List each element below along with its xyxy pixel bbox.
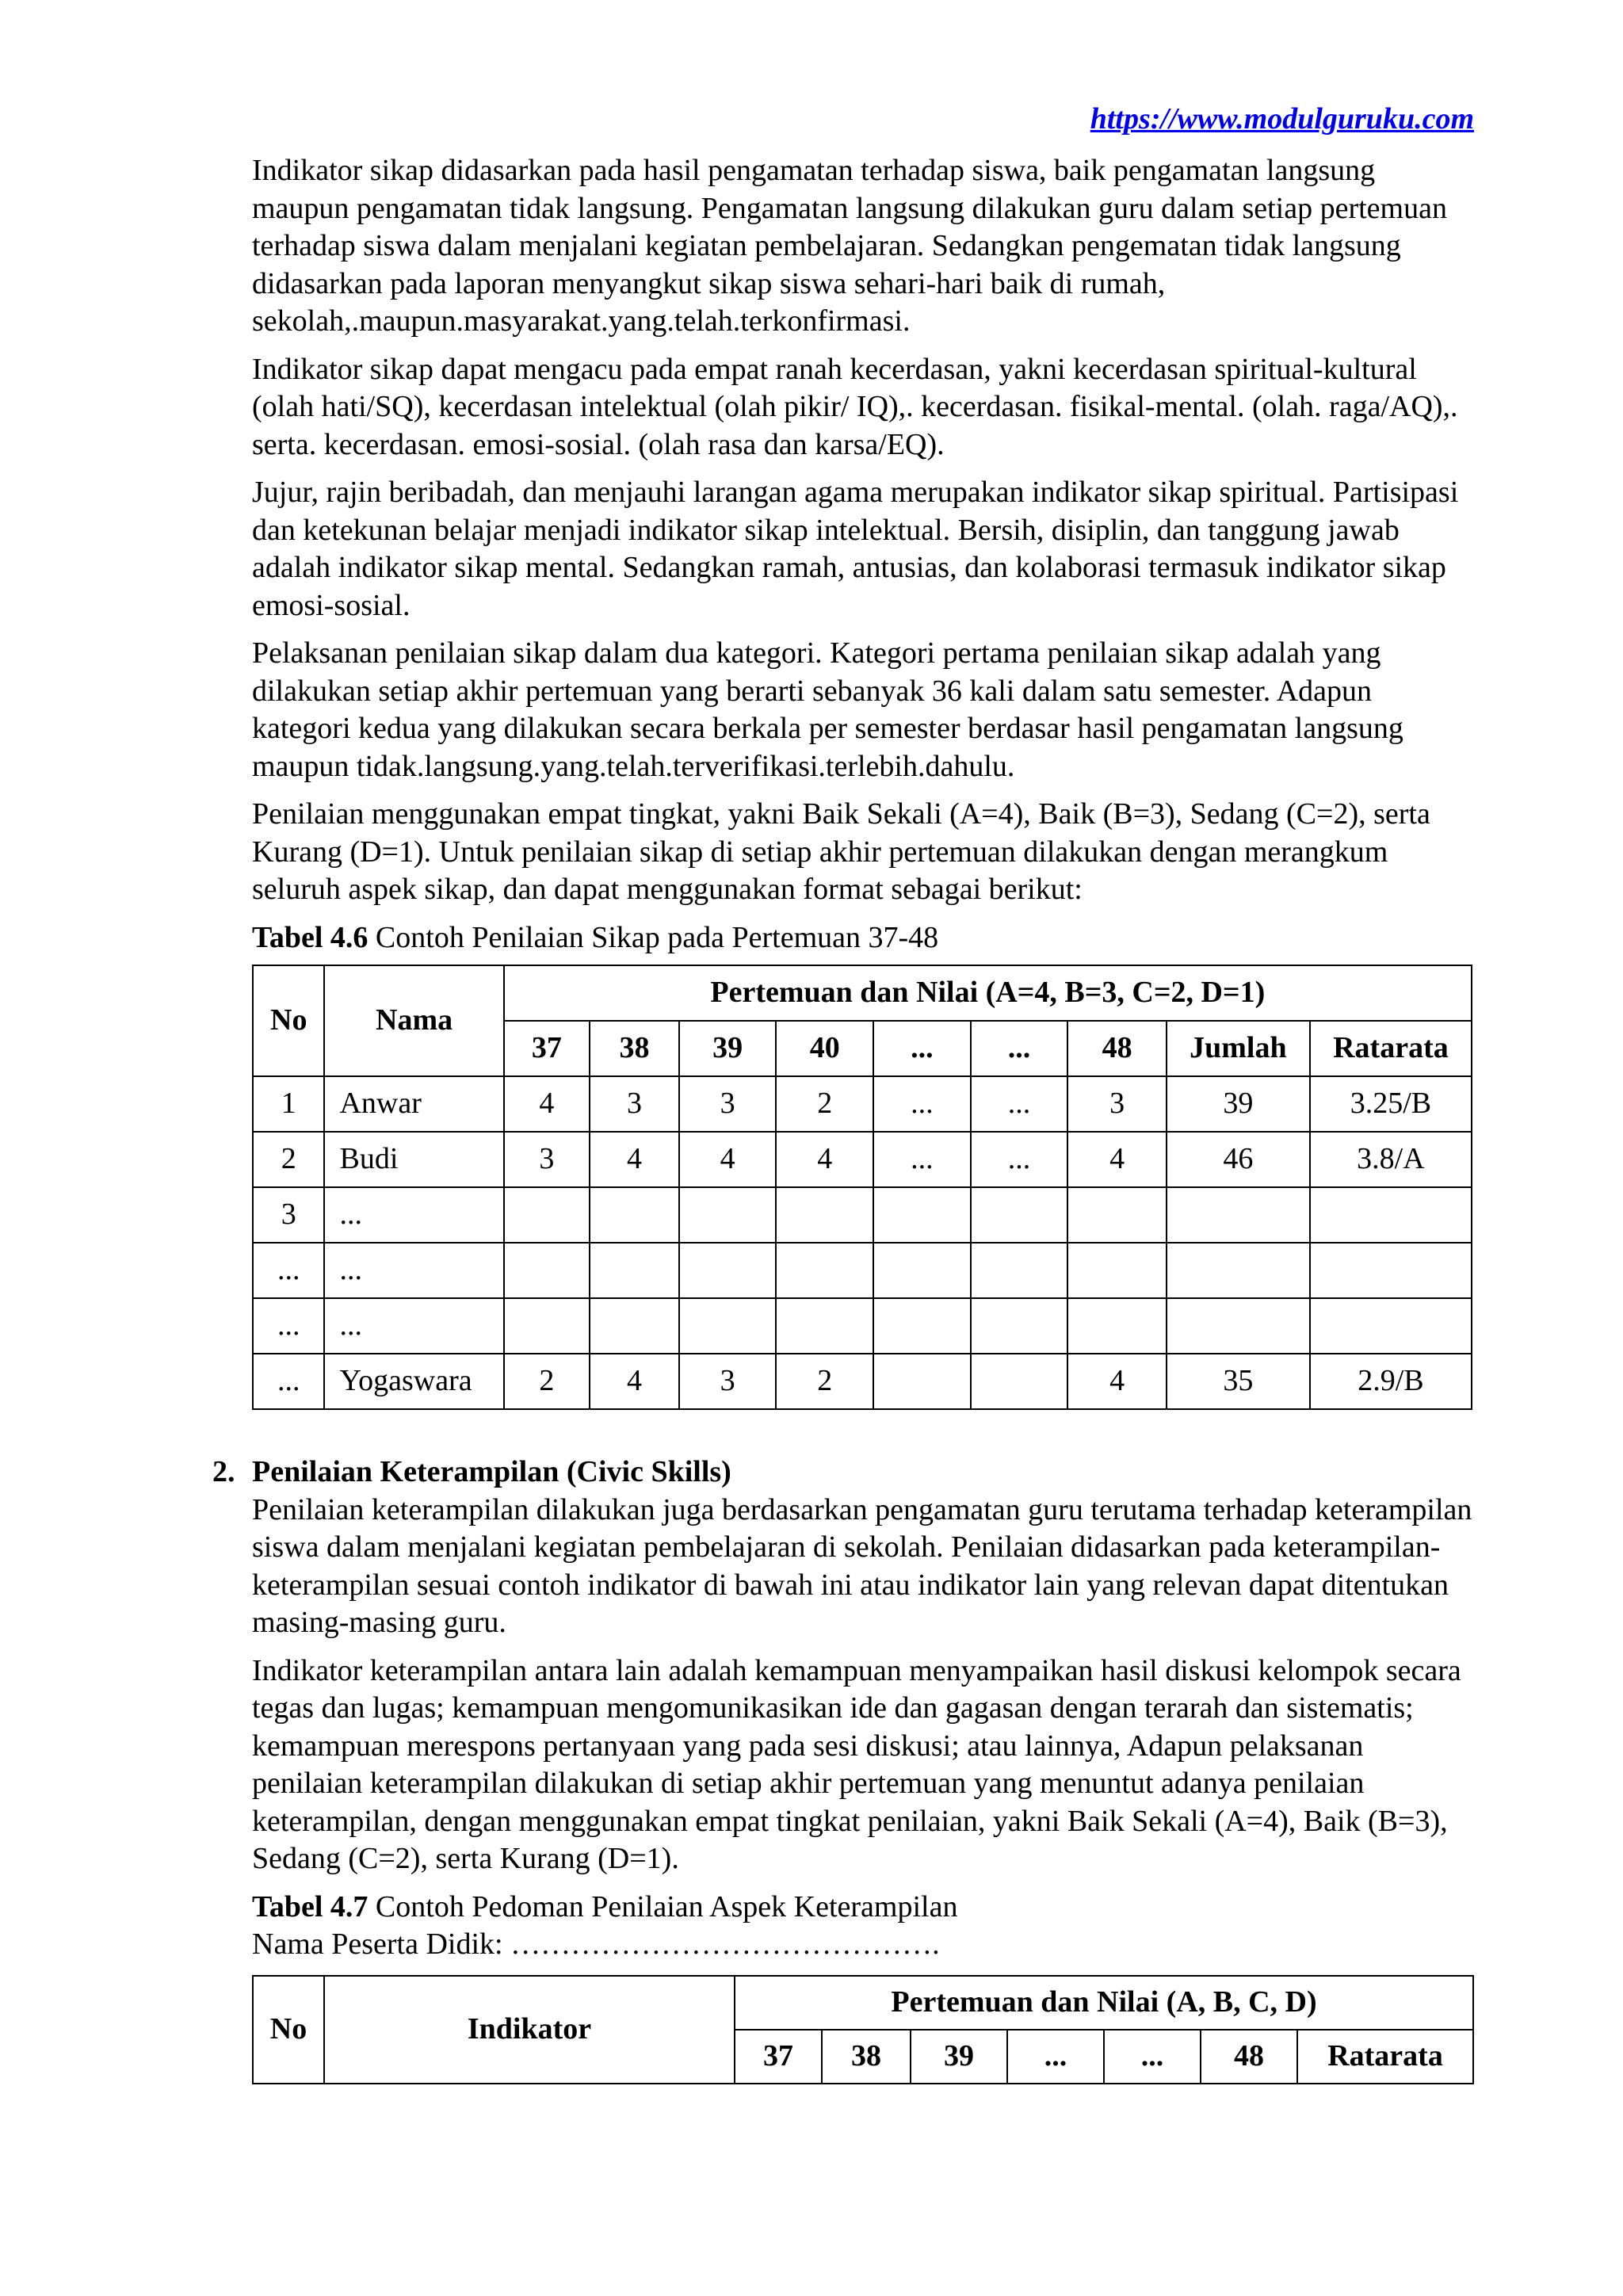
row-number-cell: ... bbox=[253, 1354, 324, 1409]
table1-subheader: Jumlah bbox=[1167, 1021, 1310, 1076]
paragraph: Indikator keterampilan antara lain adalah kemampuan menyampaikan hasil diskusi kelompok secara tegas dan lugas; kemampuan mengomunikasikan ide dan gagasan dengan terarah dan sistematis; kemampuan merespons pertanyaan yang pada sesi diskusi; atau lainnya, Adapun pelaksanan penilaian keterampilan dilakukan di setiap akhir pertemuan yang menuntut adanya penilaian keterampilan, dengan menggunakan empat tingkat penilaian, yakni Baik Sekali (A=4), Baik (B=3), Sedang (C=2), serta Kurang (D=1). bbox=[252, 1653, 1461, 1875]
score-cell bbox=[971, 1187, 1068, 1243]
score-cell bbox=[504, 1243, 590, 1298]
student-name-cell: Yogaswara bbox=[324, 1354, 503, 1409]
row-number-cell: 1 bbox=[253, 1076, 324, 1132]
score-cell: 3.8/A bbox=[1310, 1132, 1472, 1187]
score-cell bbox=[873, 1187, 971, 1243]
paragraph: Penilaian menggunakan empat tingkat, yakni Baik Sekali (A=4), Baik (B=3), Sedang (C=2), serta Kurang (D=1). Untuk penilaian sikap di setiap akhir pertemuan dilakukan dengan merangkum seluruh aspek sikap, dan dapat menggunakan format sebagai berikut: bbox=[252, 797, 1430, 906]
score-cell: 3 bbox=[679, 1076, 777, 1132]
paragraph: Indikator sikap dapat mengacu pada empat ranah kecerdasan, yakni kecerdasan spiritual-kultural (olah hati/SQ), kecerdasan intelektual (olah pikir/ IQ),. kecerdasan. fisikal-mental. (olah. raga/AQ),. serta. kecerdasan. emosi-sosial. (olah rasa dan karsa/EQ). bbox=[252, 352, 1458, 461]
score-cell bbox=[873, 1354, 971, 1409]
table-row bbox=[253, 1298, 1472, 1354]
score-cell: ... bbox=[873, 1076, 971, 1132]
table-row bbox=[253, 1243, 1472, 1298]
paragraph: Jujur, rajin beribadah, dan menjauhi larangan agama merupakan indikator sikap spiritual. Partisipasi dan ketekunan belajar menjadi indikator sikap intelektual. Bersih, disiplin, dan tanggung jawab adalah indikator sikap mental. Sedangkan ramah, antusias, dan kolaborasi termasuk indikator sikap emosi-sosial. bbox=[252, 476, 1459, 622]
header-url-link[interactable]: https://www.modulguruku.com bbox=[1090, 102, 1474, 136]
section-civic-skills bbox=[212, 1454, 1472, 2084]
student-name-line: Nama Peserta Didik: ……………………………………. bbox=[252, 1927, 940, 1961]
student-name-cell: ... bbox=[324, 1187, 503, 1243]
score-cell bbox=[776, 1187, 873, 1243]
score-cell bbox=[873, 1298, 971, 1354]
score-cell bbox=[1067, 1298, 1167, 1354]
table2-subheader: 39 bbox=[911, 2030, 1007, 2084]
score-cell bbox=[504, 1298, 590, 1354]
table-row bbox=[253, 1076, 1472, 1132]
section-title: Penilaian Keterampilan (Civic Skills) bbox=[252, 1455, 731, 1488]
score-cell: ... bbox=[873, 1132, 971, 1187]
table2-subheader: 48 bbox=[1201, 2030, 1297, 2084]
score-cell bbox=[1067, 1187, 1167, 1243]
table2-caption bbox=[252, 1889, 1472, 1927]
table2-group-header: Pertemuan dan Nilai (A, B, C, D) bbox=[735, 1976, 1473, 2030]
score-cell: 3 bbox=[590, 1076, 679, 1132]
score-cell: 4 bbox=[1067, 1354, 1167, 1409]
score-cell bbox=[1310, 1187, 1472, 1243]
table2-subheader: Ratarata bbox=[1297, 2030, 1473, 2084]
table2-caption-label: Tabel 4.7 bbox=[252, 1889, 369, 1924]
score-cell: 3 bbox=[679, 1354, 777, 1409]
score-cell bbox=[971, 1354, 1068, 1409]
student-name-cell: ... bbox=[324, 1243, 503, 1298]
table1-subheader: 48 bbox=[1067, 1021, 1167, 1076]
score-cell: 4 bbox=[504, 1076, 590, 1132]
score-cell bbox=[679, 1298, 777, 1354]
student-name-cell: Budi bbox=[324, 1132, 503, 1187]
row-number-cell: ... bbox=[253, 1298, 324, 1354]
paragraph: Pelaksanan penilaian sikap dalam dua kategori. Kategori pertama penilaian sikap adalah yang dilakukan setiap akhir pertemuan yang berarti sebanyak 36 kali dalam satu semester. Adapun kategori kedua yang dilakukan secara berkala per semester berdasar hasil pengamatan langsung maupun tidak.langsung.yang.telah.terverifikasi.terlebih.dahulu. bbox=[252, 636, 1403, 783]
score-cell: 3 bbox=[504, 1132, 590, 1187]
score-cell bbox=[1067, 1243, 1167, 1298]
score-cell: 2 bbox=[504, 1354, 590, 1409]
score-cell: 35 bbox=[1167, 1354, 1310, 1409]
score-cell: ... bbox=[971, 1076, 1068, 1132]
score-cell: 4 bbox=[1067, 1132, 1167, 1187]
score-cell bbox=[504, 1187, 590, 1243]
score-cell bbox=[679, 1243, 777, 1298]
paragraph: Indikator sikap didasarkan pada hasil pengamatan terhadap siswa, baik pengamatan langsung maupun pengamatan tidak langsung. Pengamatan langsung dilakukan guru dalam setiap pertemuan terhadap siswa dalam menjalani kegiatan pembelajaran. Sedangkan pengematan tidak langsung didasarkan pada laporan menyangkut sikap siswa sehari-hari baik di rumah, sekolah,.maupun.masyarakat.yang.telah.terkonfirmasi. bbox=[252, 154, 1447, 338]
score-cell: 2 bbox=[776, 1076, 873, 1132]
table1-subheader: 38 bbox=[590, 1021, 679, 1076]
table1-caption bbox=[252, 919, 1472, 957]
score-cell bbox=[1310, 1243, 1472, 1298]
row-number-cell: ... bbox=[253, 1243, 324, 1298]
score-cell: 2 bbox=[776, 1354, 873, 1409]
score-cell bbox=[776, 1243, 873, 1298]
table1-subheader: 37 bbox=[504, 1021, 590, 1076]
paragraph: Penilaian keterampilan dilakukan juga berdasarkan pengamatan guru terutama terhadap keterampilan siswa dalam menjalani kegiatan pembelajaran di sekolah. Penilaian didasarkan pada keterampilan-keterampilan sesuai contoh indikator di bawah ini atau indikator lain yang relevan dapat ditentukan masing-masing guru. bbox=[252, 1492, 1472, 1639]
section-number: 2. bbox=[212, 1455, 235, 1488]
table2-subheader: 38 bbox=[822, 2030, 911, 2084]
row-number-cell: 3 bbox=[253, 1187, 324, 1243]
table-row bbox=[253, 1187, 1472, 1243]
table2-caption-text: Contoh Pedoman Penilaian Aspek Keterampilan bbox=[368, 1889, 958, 1924]
table2-header-no: No bbox=[253, 1976, 324, 2084]
score-cell bbox=[1167, 1298, 1310, 1354]
score-cell bbox=[590, 1187, 679, 1243]
skills-guideline-table bbox=[252, 1975, 1474, 2084]
score-cell: 3 bbox=[1067, 1076, 1167, 1132]
score-cell bbox=[1167, 1243, 1310, 1298]
attitude-score-table bbox=[252, 965, 1472, 1410]
table-row bbox=[253, 1132, 1472, 1187]
score-cell bbox=[1167, 1187, 1310, 1243]
score-cell: 4 bbox=[590, 1132, 679, 1187]
table2-subheader: 37 bbox=[735, 2030, 822, 2084]
table1-header-nama: Nama bbox=[324, 965, 503, 1076]
score-cell: 4 bbox=[776, 1132, 873, 1187]
score-cell bbox=[679, 1187, 777, 1243]
score-cell: 3.25/B bbox=[1310, 1076, 1472, 1132]
table1-subheader: Ratarata bbox=[1310, 1021, 1472, 1076]
main-content bbox=[252, 152, 1472, 1410]
score-cell: 4 bbox=[590, 1354, 679, 1409]
student-name-cell: ... bbox=[324, 1298, 503, 1354]
score-cell bbox=[590, 1243, 679, 1298]
table1-subheader: 40 bbox=[776, 1021, 873, 1076]
table2-subheader: ... bbox=[1104, 2030, 1201, 2084]
table2-subheader: ... bbox=[1007, 2030, 1104, 2084]
score-cell: 39 bbox=[1167, 1076, 1310, 1132]
score-cell bbox=[776, 1298, 873, 1354]
table2-header-indikator: Indikator bbox=[324, 1976, 735, 2084]
row-number-cell: 2 bbox=[253, 1132, 324, 1187]
table1-subheader: 39 bbox=[679, 1021, 777, 1076]
score-cell bbox=[971, 1243, 1068, 1298]
score-cell bbox=[873, 1243, 971, 1298]
score-cell: 2.9/B bbox=[1310, 1354, 1472, 1409]
score-cell bbox=[971, 1298, 1068, 1354]
table1-header-no: No bbox=[253, 965, 324, 1076]
table1-subheader: ... bbox=[971, 1021, 1068, 1076]
score-cell: 4 bbox=[679, 1132, 777, 1187]
table1-group-header: Pertemuan dan Nilai (A=4, B=3, C=2, D=1) bbox=[504, 965, 1472, 1021]
table-row bbox=[253, 1354, 1472, 1409]
table1-caption-text: Contoh Penilaian Sikap pada Pertemuan 37-48 bbox=[368, 920, 939, 954]
score-cell bbox=[590, 1298, 679, 1354]
table1-caption-label: Tabel 4.6 bbox=[252, 920, 369, 954]
student-name-cell: Anwar bbox=[324, 1076, 503, 1132]
score-cell: 46 bbox=[1167, 1132, 1310, 1187]
score-cell bbox=[1310, 1298, 1472, 1354]
section-heading bbox=[212, 1454, 1472, 1492]
table1-subheader: ... bbox=[873, 1021, 971, 1076]
score-cell: ... bbox=[971, 1132, 1068, 1187]
